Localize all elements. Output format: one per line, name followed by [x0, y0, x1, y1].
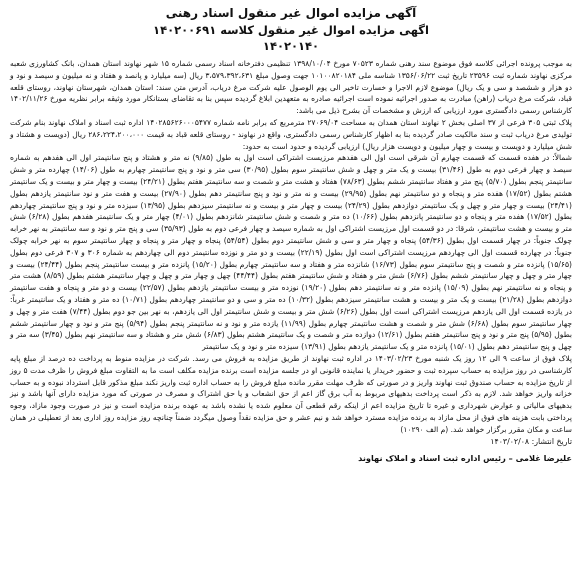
paragraph-auction-terms: پلاک فوق از ساعت ۹ الی ۱۲ روز یک شنبه مورخ ۱۴۰۳/۰۲/۲۳ در اداره ثبت نهاوند از طریق مزایده به فروش می رسد. شرکت در مزایده منوط به پرداخت ده درصد از مبلغ پایه کارشناسی در روز مزایده به حساب سپرده ثبت و حضور خریدار یا نماینده قانونی او در جلسه مزایده است برنده مزایده مکلف است ما به التفاوت مبلغ فروش را ظرف مدت ۵ روز از تاریخ مزایده به حساب صندوق ثبت نهاوند واریز و در صورتی که ظرف مهلت مقرر مانده مبلغ فروش را به حساب اداره ثبت واریز نکند مبلغ مذکور قابل استرداد نبوده و به حساب خزانه واریز خواهد شد. لازم به ذکر است پرداخت بدهیهای مربوط به آب برق گاز اعم از حق انشعاب و یا حق اشتراک و مصرف در صورتی که مورد مزایده دارای آنها باشد و نیز بدهیهای مالیاتی و عوارض شهرداری و غیره تا تاریخ مزایده اعم از اینکه رقم قطعی آن معلوم شده یا نشده باشد به عهده برنده مزایده است و نیز در صورت وجود مازاد، وجوه پرداختی بابت هزینه های فوق از محل مازاد به برنده مزایده مسترد خواهد شد و نیم عشر و حق مزایده نقداً وصول میگردد ضمناً چنانچه روز مزایده روز اداری بعد از تعطیلی در همان ساعت و مکان مقرر برگزار خواهد شد. (م الف ۱۰۲۹۰) — [10, 353, 572, 434]
paragraph-boundaries: شمالاً: در هفده قسمت که قسمت چهارم آن شرقی است اول الی هفدهم مرزیست اشتراکی است اول به طول (۹/۸۵) نه متر و هشتاد و پنج سانتیمتر اول الی هفدهم به شماره سیصد و چهار فرعی دوم به طول (۳۱/۴۶) بیست و یک متر و چهل و شش سانتیمتر سوم بطول (۳۰/۹۵) سی متر و نود و پنج سانتیمتر چهارم به طول (۱۴/۰۶) چهارده متر و شش سانتیمتر پنجم بطول (۵/۷۰) پنج متر و هفتاد سانتیمتر ششم بطول (۷۸/۶۳) هفتاد و هشت متر و شصت و سه سانتیمتر هفتم بطول (۲۴/۲۱) بیست و چهار متر و بیست و یک سانتیمتر هشتم بطول (۱۷/۵۲) هفده متر و پنجاه و دو سانتیمتر نهم بطول (۲۹/۹۵) بیست و نه متر و نود و پنج سانتیمتر دهم بطول (۲۷/۹۰) بیست و هفت متر و نود سانتیمتر یازدهم بطول (۲۴/۴۱) بیست و چهار متر و چهل و یک سانتیمتر دوازدهم بطول (۲۴/۲۹) بیست و چهار متر و بیست و نه سانتیمتر سیزدهم بطول (۱۳/۹۵) سیزده متر و نود و پنج سانتیمتر چهاردهم بطول (۱۷/۵۲) هفده متر و پنجاه و دو سانتیمتر پانزدهم بطول (۱۰/۶۶) ده متر و شصت و شش سانتیمتر شانزدهم بطول (۴/۰۱) چهار متر و یک سانتیمتر هفدهم بطول (۶/۲۸) شش متر و بیست و هشت سانتیمتر، شرقا: در دو قسمت اول مرزیست اشتراکی اول به شماره سیصد و چهار فرعی دوم به طول (۳۵/۹۳) سی و پنج متر و نود و سه سانتیمتر به نهر خرابه چولک جنوباً: در چهار قسمت اول بطول (۵۴/۳۶) پنجاه و چهار متر و سی و شش سانتیمتر دوم بطول (۵۴/۵۴) پنجاه و چهار متر و پنجاه و چهار سانتیمتر سوم به نهر خرابه چولک جنوباً: در چهارده قسمت اول الی چهاردهم مرزیست اشتراکی است اول بطول (۲۲/۱۹) بیست و دو متر و نوزده سانتیمتر دوم الی چهاردهم به شماره ۳۰۶ و ۳۰۷ فرعی دوم بطول (۱۵/۶۵) پانزده متر و شصت و پنج سانتیمتر سوم بطول (۱۶/۷۳) شانزده متر و هفتاد و سه سانتیمتر چهارم بطول (۱۵/۲۰) پانزده متر و بیست سانتیمتر پنجم بطول (۲۴/۴۴) بیست و چهار متر و چهل و چهار سانتیمتر ششم بطول (۶/۷۶) شش متر و هفتاد و شش سانتیمتر هفتم بطول (۴۴/۴۴) چهل و چهار متر و چهل و چهار سانتیمتر هشتم بطول (۸/۵۹) هشت متر و پنجاه و نه سانتیمتر نهم بطول (۱۵/۰۹) پانزده متر و نه سانتیمتر دهم بطول (۱۹/۲۰) نوزده متر و بیست سانتیمتر یازدهم بطول (۲۲/۵۷) بیست و دو متر و پنجاه و هفت سانتیمتر دوازدهم بطول (۲۱/۲۸) بیست و یک متر و بیست و هشت سانتیمتر سیزدهم بطول (۱۰/۳۲) ده متر و سی و دو سانتیمتر چهاردهم بطول (۱۰/۷۱) ده متر و هفتاد و یک سانتیمتر غرباً: در یازده قسمت اول الی یازدهم مرزیست اشتراکی است اول بطول (۶/۲۶) شش متر و بیست و شش سانتیمتر اول الی یازدهم، به نهر بین جو دوم بطول (۷/۴۴) هفت متر و چهل و چهار سانتیمتر سوم بطول (۶/۶۸) شش متر و شصت و هشت سانتیمتر چهارم بطول (۱۱/۹۹) یازده متر و نود و نه سانتیمتر پنجم بطول (۵/۹۴) پنج متر و نود و چهار سانتیمتر ششم بطول (۵/۹۵) پنج متر و نود و پنج سانتیمتر هفتم بطول (۱۲/۶۱) دوازده متر و شصت و یک سانتیمتر هشتم بطول (۶/۸۳) شش متر و هشتاد و سه سانتیمتر نهم بطول (۳/۴۵) سه متر و چهل و پنج سانتیمتر دهم بطول (۱۵/۰۱) پانزده متر و یک سانتیمتر یازدهم بطول (۱۳/۹۱) سیزده متر و نود و یک سانتیمتر — [10, 153, 573, 352]
notice-number: ۱۴۰۲۰۱۴۰ — [262, 39, 320, 53]
paragraph-plaque: پلاک ثبتی ۳۰۵ فرعی از ۳۷ اصلی بخش ۲ نهاوند استان همدان به مساحت ۲۷۰۶۹/۰۴ مترمربع که برابر نامه شماره ۱۴۰۲۸۵۶۲۶۰۰۰۵۴۷۷ اداره ثبت اسناد و املاک نهاوند بنام شرکت تولیدی مرغ دریاب ثبت و سند مالکیت صادر گردیده بنا به اظهار کارشناس رسمی دادگستری، واقع در نهاوند - روستای قلعه قباد به قیمت ۲۸۶،۲۲۴،۲۰۰،۰۰۰ ریال (دویست و هشتاد و شش میلیارد و دویست و بیست و چهار میلیون و دویست هزار ریال) ارزیابی گردیده و حدود است به حدود: — [10, 117, 572, 151]
paragraph-intro: به موجب پرونده اجرائی کلاسه فوق موضوع سند رهنی شماره ۷۰۵۲۳ مورخ ۱۳۹۸/۱۰/۰۴ تنظیمی دفترخانه اسناد رسمی شماره ۱۵ شهر نهاوند استان همدان، بانک کشاورزی شعبه مرکزی نهاوند شماره ثبت ۲۳۵۹۶ تاریخ ثبت ۱۳۵۶/۰۶/۲۲ شناسه ملی ۱۰۱۰۰۸۲۰۱۸۴ جهت وصول مبلغ ۳،۵۷۹،۳۹۲،۶۳۱ ریال (سه میلیارد و پانصد و هفتاد و نه میلیون و سیصد و نود و دو هزار و ششصد و سی و یک ریال) موضوع لازم الاجرا و خسارت تاخیر الی یوم الوصول علیه شرکت مرغ دریاب، آدرس متن سند: استان همدان، شهرستان نهاوند، روستای قلعه قباد، شرکت مرغ دریاب (راهن) مبادرت به صدور اجرائیه نموده است اجرائیه صادره به متعهدین ابلاغ گردیده سپس بنا به تقاضای بستانکار مورد وثیقه برابر نظریه مورخ ۱۴۰۲/۱۱/۲۶ کارشناس رسمی دادگستری مورد ارزیابی که ارزش و مشخصات آن بشرح ذیل می باشد: — [10, 59, 572, 116]
notice-header — [10, 5, 572, 54]
auction-notice — [10, 5, 572, 571]
notice-body — [10, 58, 572, 448]
signature-line: علیرضا غلامی – رئیس اداره ثبت اسناد و املاک نهاوند — [358, 452, 572, 463]
publication-date: تاریخ انتشار: ۱۴۰۳/۰۲/۰۸ — [490, 436, 572, 446]
notice-file-number: اگهی مزایده اموال غیر منقول کلاسه ۱۴۰۲۰۰۶۹۱ — [153, 23, 429, 37]
notice-title: آگهی مزایده اموال غیر منقول اسناد رهنی — [165, 6, 417, 20]
